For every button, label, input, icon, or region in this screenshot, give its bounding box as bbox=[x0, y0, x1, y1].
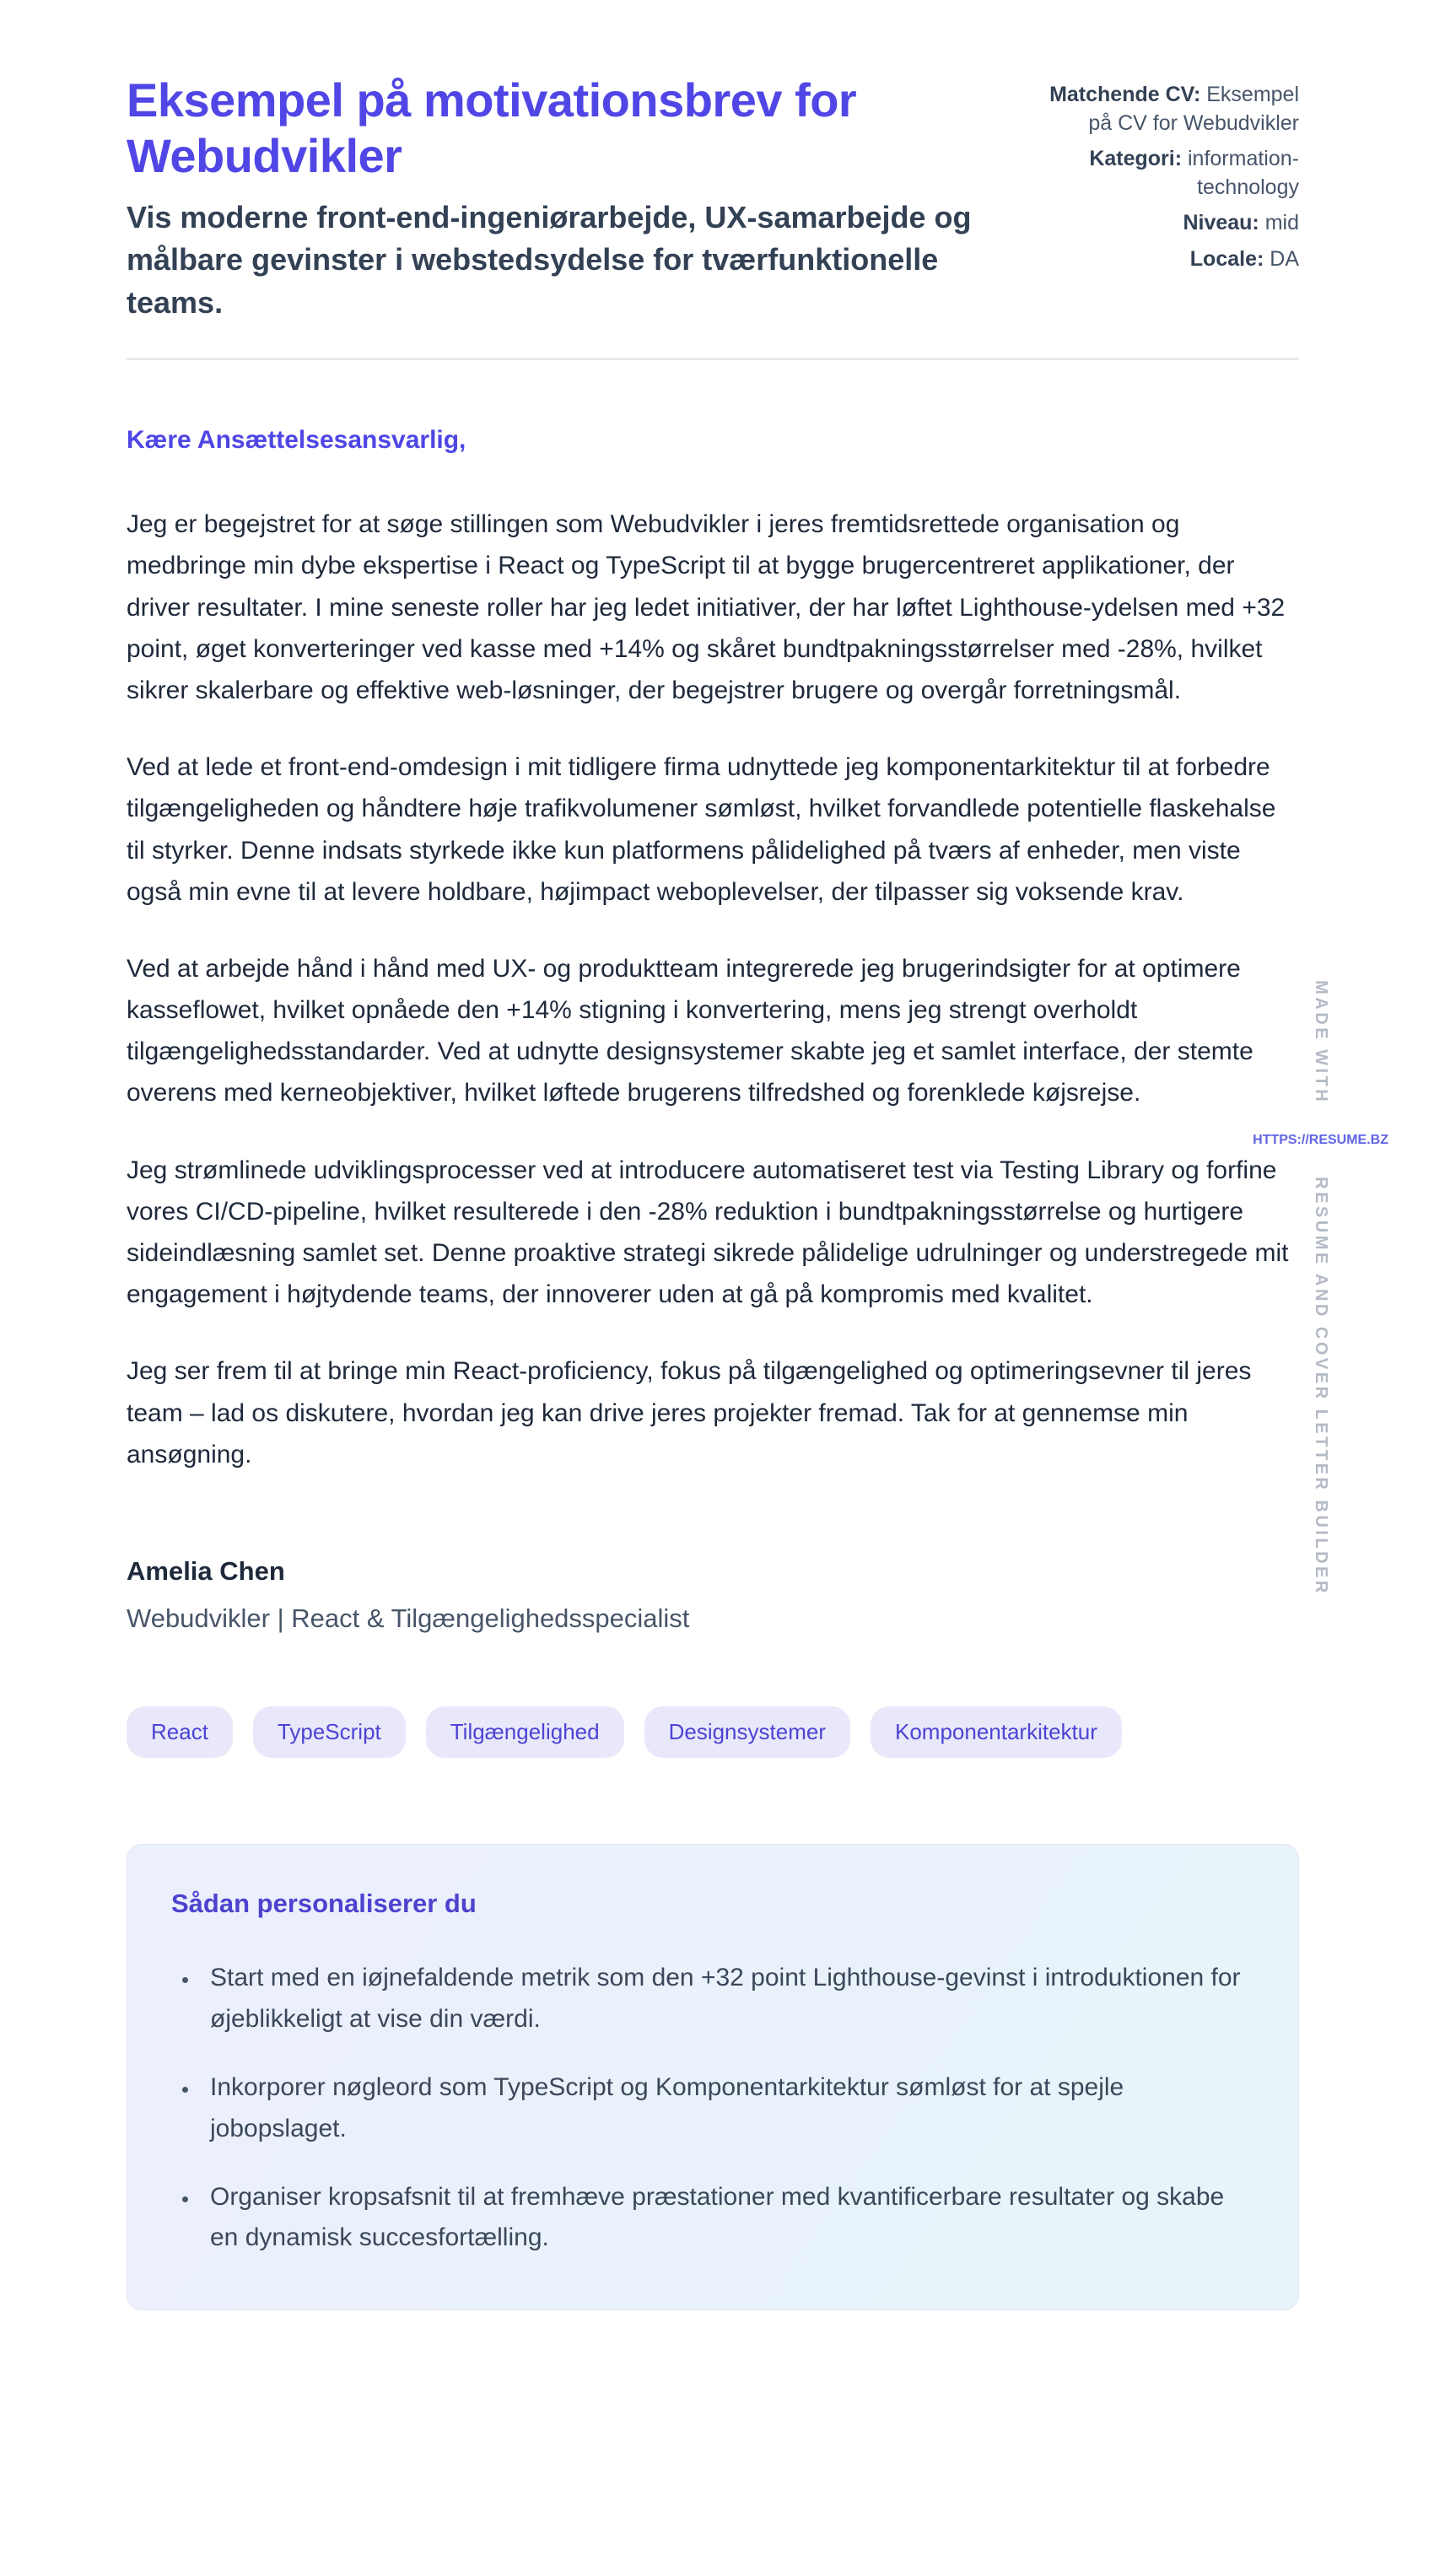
page-title: Eksempel på motivationsbrev for Webudvikler bbox=[127, 73, 857, 182]
meta-level-label: Niveau: bbox=[1183, 211, 1259, 234]
meta-row-category bbox=[1038, 145, 1299, 202]
signature-role: Webudvikler | React & Tilgængelighedsspecialist bbox=[127, 1603, 690, 1633]
tips-title: Sådan personaliserer du bbox=[171, 1888, 477, 1918]
meta-category-label: Kategori: bbox=[1089, 147, 1183, 170]
letter-greeting: Kære Ansættelsesansvarlig, bbox=[127, 426, 466, 455]
tips-item-3: • Organiser kropsafsnit til at fremhæve præstationer med kvantificerbare resultater og skabe en dynamisk succesfortælling. bbox=[200, 2177, 1251, 2260]
tag-typescript: TypeScript bbox=[253, 1706, 406, 1758]
letter-paragraph-3: Ved at arbejde hånd i hånd med UX- og produktteam integrerede jeg brugerindsigter for at optimere kasseflowet, hvilket opnåede den +14% stigning i konvertering, mens jeg strengt overholdt tilgængelighedsstandarder. Ved at udnytte designsystemer skabte jeg et samlet interface, der stemte overens med kerneobjektiver, hvilket løftede brugerens tilfredshed og forenklede køjsrejse. bbox=[127, 954, 1253, 1107]
letter-paragraph-2: Ved at lede et front-end-omdesign i mit tidligere firma udnyttede jeg komponentarkitektur til at forbedre tilgængeligheden og håndtere høje trafikvolumener sømløst, hvilket forvandlede potentielle flaskehalse til styrker. Denne indsats styrkede ikke kun platformens pålidelighed på tværs af enheder, men viste også min evne til at levere holdbare, højimpact weboplevelser, der tilpasser sig voksende krav. bbox=[127, 753, 1276, 906]
resume-bz-link[interactable]: HTTPS://RESUME.BZ bbox=[1253, 1133, 1388, 1148]
letter-body bbox=[127, 426, 1299, 1475]
page-header bbox=[127, 73, 1299, 324]
skill-tags bbox=[127, 1706, 1299, 1758]
meta-level-value: mid bbox=[1264, 211, 1299, 234]
header-divider bbox=[127, 358, 1299, 360]
tips-list bbox=[171, 1958, 1251, 2259]
tag-component-architecture: Komponentarkitektur bbox=[871, 1706, 1122, 1758]
meta-row-level bbox=[1038, 209, 1299, 238]
title-block bbox=[127, 73, 997, 324]
meta-row-locale bbox=[1038, 245, 1299, 274]
letter-paragraph-1: Jeg er begejstret for at søge stillingen som Webudvikler i jeres fremtidsrettede organisation og medbringe min dybe ekspertise i React og TypeScript til at bygge brugercentreret applikationer, der driver resultater. I mine seneste roller har jeg ledet initiativer, der har løftet Lighthouse-ydelsen med +32 point, øget konverteringer ved kasse med +14% og skåret bundtpakningsstørrelser med -28%, hvilket sikrer skalerbare og effektive web-løsninger, der begejstrer brugere og overgår forretningsmål. bbox=[127, 510, 1286, 704]
letter-paragraph-5: Jeg ser frem til at bringe min React-proficiency, fokus på tilgængelighed og optimeringsevner til jeres team – lad os diskutere, hvordan jeg kan drive jeres projekter fremad. Tak for at gennemse min ansøgning. bbox=[127, 1357, 1252, 1469]
builder-tagline: RESUME AND COVER LETTER BUILDER bbox=[1312, 1177, 1331, 1596]
meta-locale-value: DA bbox=[1270, 246, 1299, 271]
meta-locale-label: Locale: bbox=[1189, 246, 1264, 271]
tag-design-systems: Designsystemer bbox=[644, 1706, 850, 1758]
made-with-label: MADE WITH bbox=[1312, 980, 1331, 1105]
meta-matching-cv-value[interactable]: Eksempel på CV for Webudvikler bbox=[1088, 83, 1299, 135]
signature-block bbox=[127, 1556, 1299, 1634]
meta-matching-cv-label: Matchende CV: bbox=[1049, 83, 1201, 106]
page-subtitle: Vis moderne front-end-ingeniørarbejde, UX-samarbejde og målbare gevinster i webstedsydelse for tværfunktionelle teams. bbox=[127, 200, 972, 320]
meta-row-matching-cv bbox=[1038, 81, 1299, 137]
letter-paragraph-4: Jeg strømlinede udviklingsprocesser ved at introducere automatiseret test via Testing Library og forfine vores CI/CD-pipeline, hvilket resulterede i den -28% reduktion i bundtpakningsstørrelse og hurtigere sideindlæsning samlet set. Denne proaktive strategi sikrede pålidelige udrulninger og understregede mit engagement i højtydende teams, der innoverer uden at gå på kompromis med kvalitet. bbox=[127, 1156, 1289, 1309]
tips-item-1: • Start med en iøjnefaldende metrik som den +32 point Lighthouse-gevinst i introduktionen for øjeblikkeligt at vise din værdi. bbox=[200, 1958, 1251, 2040]
signature-name: Amelia Chen bbox=[127, 1555, 285, 1586]
tag-react: React bbox=[127, 1706, 233, 1758]
meta-block bbox=[1038, 73, 1299, 281]
tips-item-2: • Inkorporer nøgleord som TypeScript og Komponentarkitektur sømløst for at spejle jobopslaget. bbox=[200, 2067, 1251, 2150]
tag-accessibility: Tilgængelighed bbox=[426, 1706, 624, 1758]
personalization-tips-card bbox=[127, 1844, 1299, 2310]
meta-category-value: information-technology bbox=[1188, 147, 1299, 199]
made-with-ribbon bbox=[1253, 980, 1388, 1596]
